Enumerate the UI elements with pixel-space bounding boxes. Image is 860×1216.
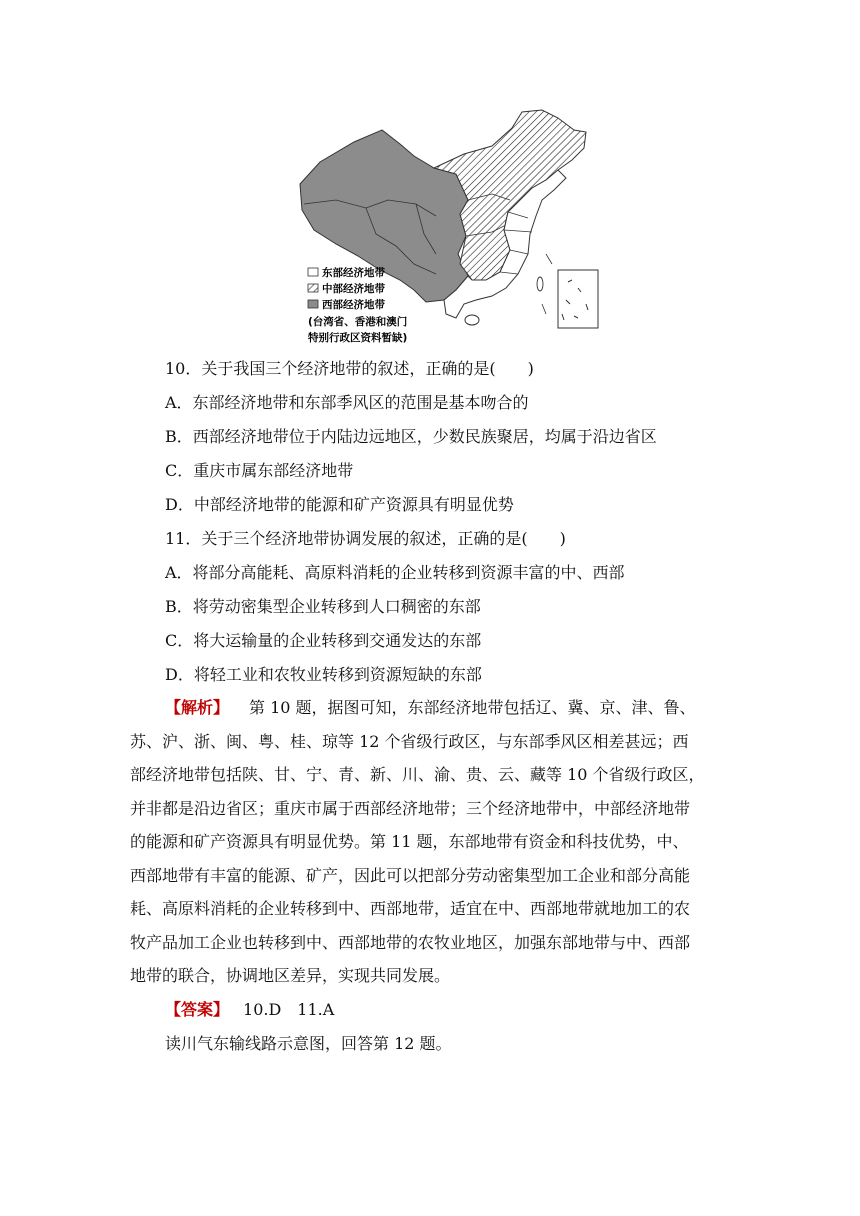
legend-eastern: 东部经济地带 xyxy=(322,267,385,279)
legend-central: 中部经济地带 xyxy=(322,283,385,295)
map-legend xyxy=(308,266,407,344)
analysis-line: 西部地带有丰富的能源、矿产，因此可以把部分劳动密集型加工企业和部分高能 xyxy=(130,866,691,885)
analysis-line: 耗、高原料消耗的企业转移到中、西部地带，适宜在中、西部地带就地加工的农 xyxy=(130,899,691,918)
analysis-line: 并非都是沿边省区；重庆市属于西部经济地带；三个经济地带中，中部经济地带 xyxy=(130,799,691,818)
q11-option-c: C．将大运输量的企业转移到交通发达的东部 xyxy=(165,631,482,650)
q11-option-d: D．将轻工业和农牧业转移到资源短缺的东部 xyxy=(165,665,482,684)
answer-block xyxy=(165,999,334,1021)
analysis-line: 苏、沪、浙、闽、粤、桂、琼等 12 个省级行政区，与东部季风区相差甚远；西 xyxy=(130,732,689,751)
legend-note-1: (台湾省、香港和澳门 xyxy=(308,316,408,328)
analysis-line: 牧产品加工企业也转移到中、西部地带的农牧业地区，加强东部地带与中、西部 xyxy=(130,933,691,952)
analysis-block xyxy=(165,697,696,719)
q11-option-a: A．将部分高能耗、高原料消耗的企业转移到资源丰富的中、西部 xyxy=(165,563,625,582)
answer-text: 10.D 11.A xyxy=(243,1000,335,1019)
legend-western: 西部经济地带 xyxy=(322,299,385,311)
q11-stem: 11．关于三个经济地带协调发展的叙述，正确的是( ) xyxy=(165,529,566,548)
q10-option-b: B．西部经济地带位于内陆边远地区，少数民族聚居，均属于沿边省区 xyxy=(165,427,657,446)
hainan-island xyxy=(465,315,479,325)
q11-option-b: B．将劳动密集型企业转移到人口稠密的东部 xyxy=(165,597,481,616)
analysis-tag: 【解析】 xyxy=(165,698,230,717)
analysis-line: 的能源和矿产资源具有明显优势。第 11 题，东部地带有资金和科技优势，中、 xyxy=(130,832,689,851)
q10-stem: 10．关于我国三个经济地带的叙述，正确的是( ) xyxy=(165,359,534,378)
answer-tag: 【答案】 xyxy=(165,1000,230,1019)
q10-option-a: A．东部经济地带和东部季风区的范围是基本吻合的 xyxy=(165,393,529,412)
q10-option-c: C．重庆市属东部经济地带 xyxy=(165,461,354,480)
q10-option-d: D．中部经济地带的能源和矿产资源具有明显优势 xyxy=(165,495,514,514)
analysis-line: 地带的联合，协调地区差异，实现共同发展。 xyxy=(130,966,451,985)
legend-note-2: 特别行政区资料暂缺) xyxy=(308,332,408,344)
analysis-line: 部经济地带包括陕、甘、宁、青、新、川、渝、贵、云、藏等 10 个省级行政区， xyxy=(130,765,705,784)
next-question-prompt: 读川气东输线路示意图，回答第 12 题。 xyxy=(165,1034,452,1053)
analysis-line: 第 10 题，据图可知，东部经济地带包括辽、冀、京、津、鲁、 xyxy=(249,698,696,717)
china-economic-zones-map xyxy=(296,104,608,350)
